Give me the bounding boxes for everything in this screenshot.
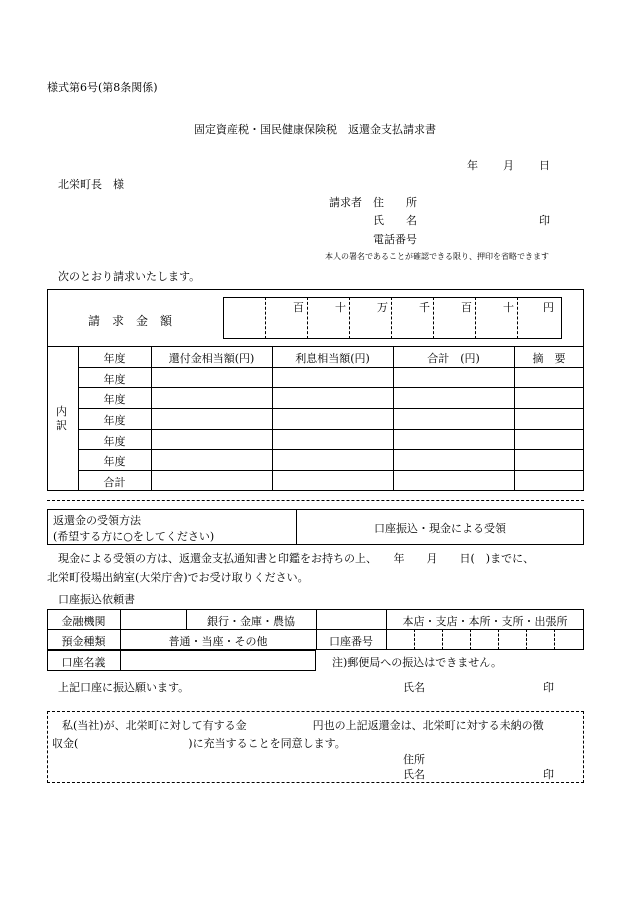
table-row: 年度 <box>103 414 126 427</box>
claimant-label: 請求者 <box>329 196 362 209</box>
amount-unit-yen: 円 <box>543 301 554 314</box>
account-number-label: 口座番号 <box>329 635 373 648</box>
consent-address-label: 住所 <box>403 753 425 766</box>
transfer-name-label: 氏名 <box>403 681 425 694</box>
header-year: 年度 <box>103 352 126 365</box>
divider <box>47 500 584 501</box>
cash-instruction: 現金による受領の方は、返還金支払通知書と印鑑をお持ちの上、 年 月 日( )までに、 <box>58 552 535 565</box>
table-row: 年度 <box>103 455 126 468</box>
receipt-method-label: 返還金の受領方法 <box>53 514 141 527</box>
consent-line-1: 私(当社)が、北栄町に対して有する金 円也の上記返還金は、北栄町に対する未納の徴 <box>62 719 544 732</box>
receipt-method-hint: (希望する方に○をしてください) <box>53 530 215 543</box>
institution-label: 金融機関 <box>61 615 106 628</box>
addressee: 北栄町長 様 <box>58 178 124 191</box>
date-day: 日 <box>539 159 550 172</box>
table-row: 年度 <box>103 393 126 406</box>
table-row-total: 合計 <box>103 476 126 489</box>
header-remarks: 摘 要 <box>532 352 566 365</box>
amount-unit-juu-man: 十 <box>335 301 346 314</box>
institution-types[interactable]: 銀行・金庫・農協 <box>207 615 295 628</box>
page-title: 固定資産税・国民健康保険税 返還金支払請求書 <box>194 123 436 136</box>
postal-note: 注)郵便局への振込はできません。 <box>332 656 502 669</box>
breakdown-side-label: 内 訳 <box>56 405 67 432</box>
amount-unit-man: 万 <box>377 301 388 314</box>
header-refund: 還付金相当額(円) <box>168 352 255 365</box>
cash-location: 北栄町役場出納室(大栄庁舎)でお受け取りください。 <box>47 571 309 584</box>
claimant-seal: 印 <box>539 214 550 227</box>
consent-name-label: 氏名 <box>403 768 425 781</box>
consent-seal: 印 <box>543 768 554 781</box>
seal-omission-note: 本人の署名であることが確認できる限り、押印を省略できます <box>325 252 549 261</box>
account-type-label: 預金種類 <box>61 635 106 648</box>
branch-types[interactable]: 本店・支店・本所・支所・出張所 <box>402 615 568 628</box>
bank-transfer-title: 口座振込依頼書 <box>58 593 135 606</box>
transfer-request: 上記口座に振込願います。 <box>58 681 190 694</box>
table-row: 年度 <box>103 373 126 386</box>
intro-text: 次のとおり請求いたします。 <box>58 270 201 283</box>
account-types[interactable]: 普通・当座・その他 <box>168 635 268 648</box>
account-name-label: 口座名義 <box>61 656 106 669</box>
claimant-phone-label: 電話番号 <box>373 233 417 246</box>
form-number: 様式第6号(第8条関係) <box>47 81 158 94</box>
claimant-address-label: 住 所 <box>373 196 417 209</box>
claimant-name-label: 氏 名 <box>373 214 417 227</box>
header-total: 合計 (円) <box>427 352 480 365</box>
table-row: 年度 <box>103 435 126 448</box>
amount-unit-hyaku: 百 <box>461 301 472 314</box>
amount-unit-sen: 千 <box>419 301 430 314</box>
consent-line-2: 収金( )に充当することを同意します。 <box>52 737 346 750</box>
amount-unit-hyaku-man: 百 <box>293 301 304 314</box>
receipt-options[interactable]: 口座振込・現金による受領 <box>374 522 506 535</box>
date-year: 年 <box>467 159 478 172</box>
amount-label: 請 求 金 額 <box>88 314 173 328</box>
transfer-seal: 印 <box>543 681 554 694</box>
date-month: 月 <box>503 159 514 172</box>
amount-unit-juu: 十 <box>503 301 514 314</box>
header-interest: 利息相当額(円) <box>295 352 370 365</box>
